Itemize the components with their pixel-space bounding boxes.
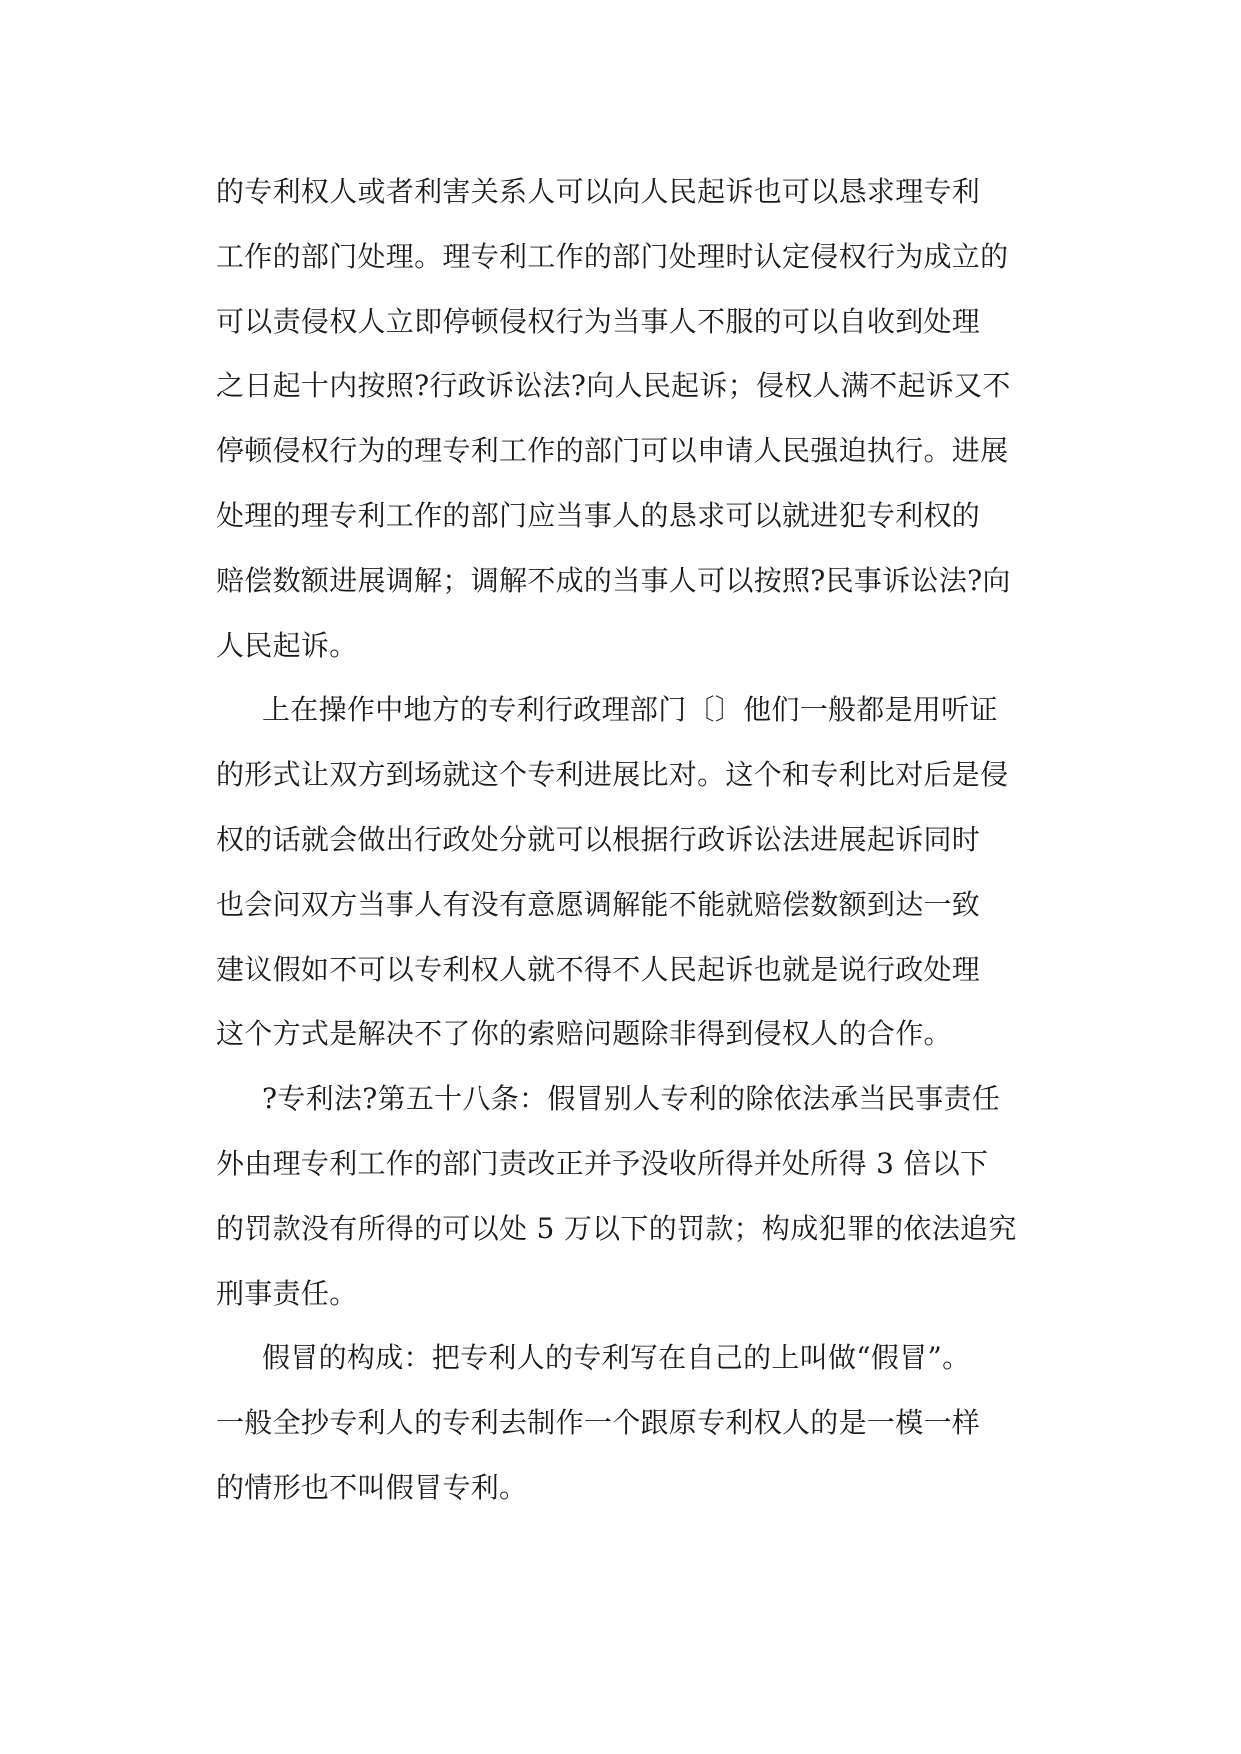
text-line: 的形式让双方到场就这个专利进展比对。这个和专利比对后是侵 [216, 758, 1009, 792]
text-line: 之日起十内按照?行政诉讼法?向人民起诉；侵权人满不起诉又不 [216, 369, 1011, 403]
text-line: 刑事责任。 [216, 1276, 358, 1310]
text-line: 人民起诉。 [216, 628, 358, 662]
text-line: 的情形也不叫假冒专利。 [216, 1470, 528, 1504]
paragraph-start-line: 上在操作中地方的专利行政理部门〔〕他们一般都是用听证 [262, 693, 998, 727]
text-line: 也会问双方当事人有没有意愿调解能不能就赔偿数额到达一致 [216, 887, 981, 921]
body-text [216, 160, 1036, 1521]
text-line: 建议假如不可以专利权人就不得不人民起诉也就是说行政处理 [216, 952, 981, 986]
text-line: 工作的部门处理。理专利工作的部门处理时认定侵权行为成立的 [216, 239, 1009, 273]
text-line: 的罚款没有所得的可以处 5 万以下的罚款；构成犯罪的依法追究 [216, 1211, 1017, 1245]
text-line: 一般全抄专利人的专利去制作一个跟原专利权人的是一模一样 [216, 1406, 981, 1440]
text-line: 的专利权人或者利害关系人可以向人民起诉也可以恳求理专利 [216, 175, 981, 208]
text-line: 可以责侵权人立即停顿侵权行为当事人不服的可以自收到处理 [216, 304, 981, 338]
text-line: 赔偿数额进展调解；调解不成的当事人可以按照?民事诉讼法?向 [216, 563, 1011, 597]
paragraph-start-line: 假冒的构成：把专利人的专利写在自己的上叫做“假冒”。 [262, 1341, 971, 1375]
text-line: 这个方式是解决不了你的索赔问题除非得到侵权人的合作。 [216, 1017, 952, 1051]
text-line: 停顿侵权行为的理专利工作的部门可以申请人民强迫执行。进展 [216, 434, 1009, 468]
paragraph-start-line: ?专利法?第五十八条：假冒别人专利的除依法承当民事责任 [262, 1082, 1001, 1116]
text-line: 处理的理专利工作的部门应当事人的恳求可以就进犯专利权的 [216, 498, 981, 532]
text-line: 权的话就会做出行政处分就可以根据行政诉讼法进展起诉同时 [216, 822, 981, 856]
text-line: 外由理专利工作的部门责改正并予没收所得并处所得 3 倍以下 [216, 1146, 989, 1180]
